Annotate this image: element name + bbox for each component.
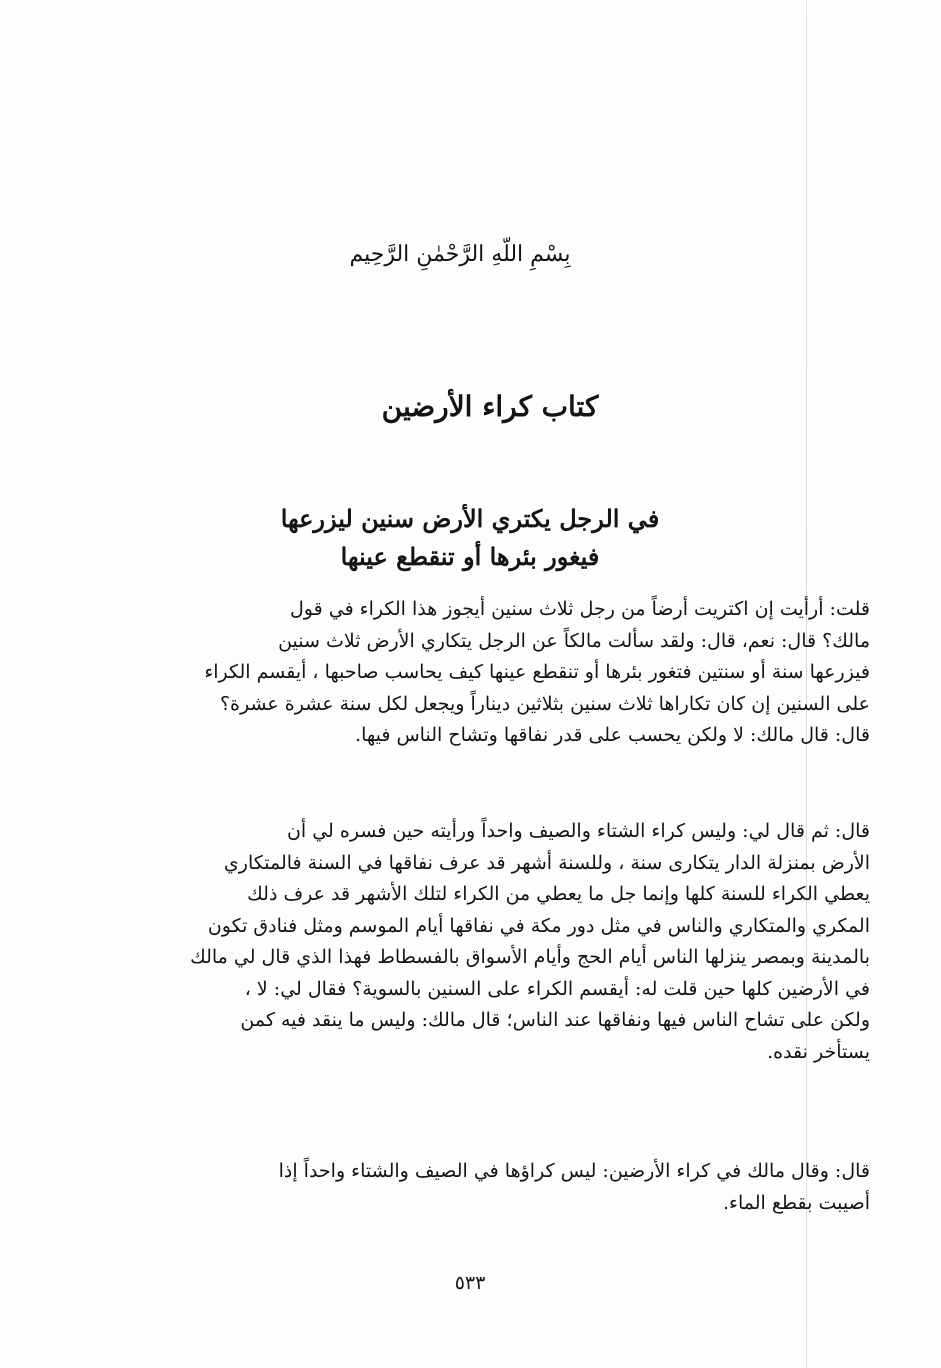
text-line: يستأخر نقده. [767, 1040, 870, 1063]
text-line: مالك؟ قال: نعم، قال: ولقد سألت مالكاً عن الرجل يتكاري الأرض ثلاث سنين [278, 629, 870, 652]
page-number: ٥٣٣ [454, 1272, 486, 1294]
text-line: قلت: أرأيت إن اكتريت أرضاً من رجل ثلاث سنين أيجوز هذا الكراء في قول [289, 598, 870, 620]
text-line: يعطي الكراء للسنة كلها وإنما جل ما يعطي من الكراء لتلك الأشهر قد عرف ذلك [247, 883, 870, 905]
text-line: بالمدينة وبمصر ينزلها الناس أيام الحج وأيام الأسواق بالفسطاط فهذا الذي قال لي مالك [190, 946, 870, 968]
paragraph-2 [122, 816, 870, 1068]
text-line: على السنين إن كان تكاراها ثلاث سنين بثلاثين ديناراً ويجعل لكل سنة عشرة عشرة؟ [219, 692, 870, 715]
text-line: قال: قال مالك: لا ولكن يحسب على قدر نفاقها وتشاح الناس فيها. [355, 724, 870, 746]
book-title: كتاب كراء الأرضين [381, 390, 599, 423]
text-line: قال: وقال مالك في كراء الأرضين: ليس كراؤها في الصيف والشتاء واحداً إذا [278, 1160, 870, 1182]
paragraph-3 [122, 1156, 870, 1219]
text-line: المكري والمتكاري والناس في مثل دور مكة في نفاقها أيام الموسم ومثل فنادق تكون [207, 914, 870, 937]
text-line: فيزرعها سنة أو سنتين فتغور بئرها أو تنقطع عينها كيف يحاسب صاحبها ، أيقسم الكراء [204, 661, 870, 683]
chapter-title-line: فيغور بئرها أو تنقطع عينها [340, 542, 600, 571]
text-line: قال: ثم قال لي: وليس كراء الشتاء والصيف واحداً ورأيته حين فسره لي أن [286, 820, 870, 842]
paragraph-1 [122, 594, 870, 752]
chapter-title-line: في الرجل يكتري الأرض سنين ليزرعها [280, 504, 660, 533]
text-line: أصيبت بقطع الماء. [722, 1191, 870, 1214]
text-line: الأرض بمنزلة الدار يتكارى سنة ، وللسنة أشهر قد عرف نفاقها في السنة فالمتكاري [223, 851, 870, 874]
text-line: في الأرضين كلها حين قلت له: أيقسم الكراء على السنين بالسوية؟ فقال لي: لا ، [244, 977, 870, 1000]
text-line: ولكن على تشاح الناس فيها ونفاقها عند الناس؛ قال مالك: وليس ما ينقد فيه كمن [240, 1009, 870, 1031]
basmala: بِسْمِ اللّهِ الرَّحْمٰنِ الرَّحِيم [349, 242, 571, 267]
chapter-title [220, 500, 720, 576]
